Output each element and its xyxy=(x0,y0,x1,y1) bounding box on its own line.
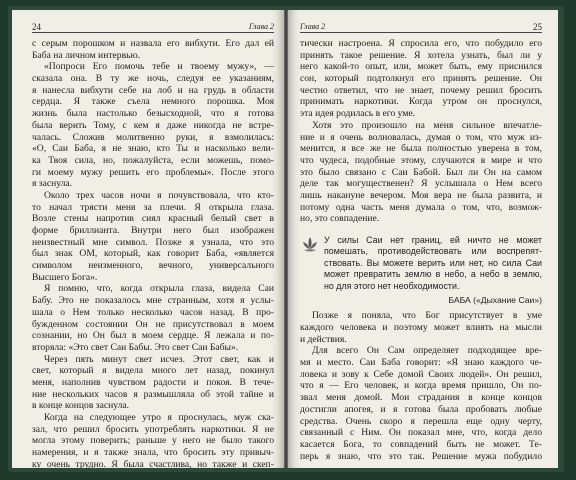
text-line: в конце концов заснула. xyxy=(32,400,130,412)
text-line: символом неизменного, вечного, универсального xyxy=(32,260,274,272)
left-page xyxy=(12,10,284,468)
text-line: сказала она. В ту же ночь, следуя ее указаниям, xyxy=(32,73,274,85)
text-line: ствовать. Вы можете верить или нет, но сила Саи xyxy=(324,257,542,268)
quote-source: БАБА («Дыхание Саи») xyxy=(448,294,542,305)
text-line: Хотя это произошло на меня сильное впечатле- xyxy=(312,119,542,131)
text-line: достигли апогея, и я готова была пробовать любые xyxy=(300,403,542,415)
text-line: намерения, и я также знала, что бросить эту привыч- xyxy=(32,447,274,459)
text-line: Бабу. Это не показалось мне странным, хотя я услы- xyxy=(32,295,274,307)
text-line: Около трех часов ночи я почувствовала, что кто- xyxy=(44,189,274,201)
running-header: Глава 2 xyxy=(248,22,274,31)
text-line: эта идея родилась в его уме. xyxy=(300,108,416,120)
text-line: то начал трясти меня за плечи. Я открыла глаза. xyxy=(32,201,274,213)
text-line: Для всего Он Сам определяет подходящее вре- xyxy=(312,345,542,357)
text-line: зал, что решил бросить употреблять наркотики. Я не xyxy=(32,423,274,435)
text-line: шала о Нем только несколько часов назад. В про- xyxy=(32,306,274,318)
text-line: ние нескольких часов я размышляла об этой тайне и xyxy=(32,388,274,400)
text-line: с серым порошком и назвала его вибхути. Его дал ей xyxy=(32,38,274,49)
text-line: Позже я поняла, что Бог присутствует в уме xyxy=(312,310,542,322)
text-line: может превратить землю в небо, а небо в землю, xyxy=(324,269,542,280)
text-line: неизвестный мне символ. Позже я узнала, что это xyxy=(32,236,274,248)
text-line: был знак ОМ, который, как говорит Баба, «является xyxy=(32,248,274,260)
text-line: деле так могущественен? Я услышала о Нем всего xyxy=(300,178,542,190)
text-line: свет, который я видела много лет назад, покинул xyxy=(32,365,274,377)
text-line: я заснула. xyxy=(32,178,73,190)
text-line: менится, я все же не была полностью уверена в том, xyxy=(300,143,542,155)
lotus-icon xyxy=(300,235,320,255)
text-line: меня, наполнив чувством радости и покоя. В тече- xyxy=(32,376,274,388)
text-line: ловека и зову к Себе домой Своих людей». Он решил, xyxy=(300,368,542,380)
text-line: принять такое решение. Я хотела узнать, был ли у xyxy=(300,49,542,61)
text-line: Возле стены напротив сиял красный белый свет в xyxy=(32,213,274,225)
text-line: мя и место. Саи Баба говорит: «Я знаю каждого че- xyxy=(300,357,542,369)
text-line: Баба на личном интервью. xyxy=(32,49,141,61)
text-line: это было связано с Саи Бабой. Был ли Он на самом xyxy=(300,166,542,178)
text-line: тически настроена. Я спросила его, что побудило его xyxy=(300,38,542,49)
text-line: ку очень трудно. Я была счастлива, но также и скеп- xyxy=(32,458,274,468)
running-header: Глава 2 xyxy=(300,22,326,31)
text-line: чалась. Сложив молитвенно руки, я взмолилась: xyxy=(32,131,274,143)
text-line: «Попроси Его помочь тебе и твоему мужу», — xyxy=(44,61,274,73)
text-line: перь я знаю, что это так. Решение мужа побудило xyxy=(300,450,542,462)
header-rule xyxy=(300,32,542,33)
book-spread xyxy=(8,6,564,472)
text-line: могла этому поверить; раньше у него не было такого xyxy=(32,435,274,447)
quote-text xyxy=(324,235,542,292)
text-line: Высшего Бога». xyxy=(32,271,98,283)
text-line: связанный с Ним. Он показал мне, что, когда дело xyxy=(300,427,542,439)
page-number: 24 xyxy=(32,22,41,32)
text-line: касается Бога, то совпадений быть не может. Те- xyxy=(300,438,542,450)
text-line: жизнь была настолько безысходной, что я готова xyxy=(32,108,274,120)
text-line: честно ответил, что не знает, почему решил бросить xyxy=(300,84,542,96)
text-line: ги моему мужу решить его проблемы». После этого xyxy=(32,166,274,178)
text-line: была верить Тому, с кем я даже никогда не встре- xyxy=(32,119,274,131)
right-page-text-bottom xyxy=(300,310,542,462)
header-rule xyxy=(32,32,274,33)
text-line: сознании, но Он был в моем сердце. Я лежала и по- xyxy=(32,330,274,342)
text-line: форме бриллианта. Внутри него был изображен xyxy=(32,225,274,236)
text-line: сердца. Я также съела немного порошка. Моя xyxy=(32,96,274,108)
right-page xyxy=(288,10,558,468)
text-line: звал меня домой. Мои страдания в конце концов xyxy=(300,392,542,404)
text-line: бужденном состоянии Он не присутствовал в моем xyxy=(32,318,274,330)
text-line: средства. Очень скоро я перешла еще одну черту, xyxy=(300,415,542,427)
text-line: помешать, противодействовать или воспрепят- xyxy=(324,246,542,257)
text-line: Когда на следующее утро я проснулась, муж ска- xyxy=(44,412,274,423)
text-line: У силы Саи нет границ, ей ничто не может xyxy=(324,235,542,245)
text-line: что я — Его человек, и когда время пришло, Он по- xyxy=(300,380,542,392)
text-line: потому одна часть меня думала о том, что, возмож- xyxy=(300,201,542,213)
text-line: принимать наркотики. Когда утром он проснулся, xyxy=(300,96,542,108)
text-line: и действия. xyxy=(300,333,347,345)
text-line: лишь накануне вечером. Моя вера не была развита, и xyxy=(300,189,542,201)
page-number: 25 xyxy=(533,22,542,32)
text-line: сон, который подтолкнул его принять решение. Он xyxy=(300,73,542,85)
text-line: вторяла: «Это свет Саи Бабы. Это свет Саи Бабы». xyxy=(32,341,239,353)
text-line: Я помню, что, когда открыла глаза, видела Саи xyxy=(44,283,274,295)
quote-block xyxy=(300,235,542,306)
text-line: но для этого нет необходимости. xyxy=(324,280,460,291)
left-page-text xyxy=(32,38,274,468)
text-line: ние и я очень волновалась, думая о том, что муж из- xyxy=(300,131,542,143)
text-line: «О, Саи Баба, я не знаю, кто Ты и насколько вели- xyxy=(32,143,274,155)
text-line: него какой-то опыт, или, может быть, ему приснился xyxy=(300,61,542,73)
text-line: что чудеса, подобные этому, случаются в мире и что xyxy=(300,154,542,166)
text-line: каждого человека и поэтому может влиять на мысли xyxy=(300,322,542,334)
text-line: я нанесла вибхути себе на лоб и на грудь в области xyxy=(32,84,274,96)
text-line: но, это совпадение. xyxy=(300,213,380,225)
right-page-text-top xyxy=(300,38,542,225)
text-line: Через пять минут свет исчез. Этот свет, как и xyxy=(44,353,274,365)
text-line: ка Твоя сила, но, пожалуйста, если можешь, помо- xyxy=(32,154,274,166)
